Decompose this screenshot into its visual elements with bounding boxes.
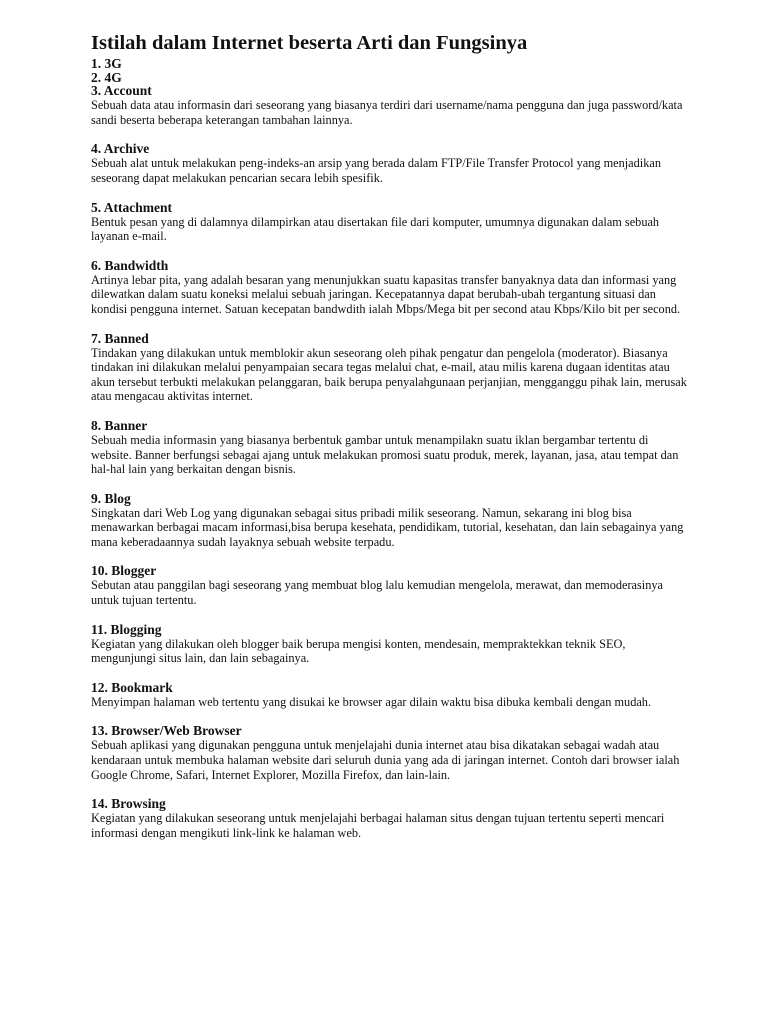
term-definition: Artinya lebar pita, yang adalah besaran yang menunjukkan suatu kapasitas transfer banyaknya data dan informasi yang dilewatkan dalam suatu koneksi melalui sebuah jaringan. Kecepatannya dapat berubah-ubah tergantung situasi dan kondisi pengguna internet. Satuan kecepatan bandwdith ialah Mbps/Mega bit per second atau Kbps/Kilo bit per second. xyxy=(91,272,681,316)
term-definition: Bentuk pesan yang di dalamnya dilampirkan atau disertakan file dari komputer, umumnya digunakan dalam sebuah layanan e-mail. xyxy=(91,214,660,244)
term-entry-banned xyxy=(91,332,691,404)
term-heading: 5. Attachment xyxy=(91,199,172,215)
term-heading: 7. Banned xyxy=(91,330,149,346)
term-entry-banner xyxy=(91,419,691,477)
term-entry-bookmark xyxy=(91,681,691,710)
term-definition: Tindakan yang dilakukan untuk memblokir akun seseorang oleh pihak pengatur dan pengelola (moderator). Biasanya tindakan ini dilakukan melalui penyampaian secara tegas melalui chat, e-mail, atau milis karena dugaan identitas atau akun tersebut terbukti melakukan pelanggaran, baik berupa penyalahgunaan perjanjian, mengganggu pihak lain, merusak atau mengacau aktivitas internet. xyxy=(91,345,687,404)
term-entry-bandwidth xyxy=(91,259,691,317)
term-entry-blog xyxy=(91,492,691,550)
term-entry-attachment xyxy=(91,201,691,244)
document-title: Istilah dalam Internet beserta Arti dan Fungsinya xyxy=(91,32,528,54)
term-definition: Menyimpan halaman web tertentu yang disukai ke browser agar dilain waktu bisa dibuka kembali dengan mudah. xyxy=(91,694,652,709)
term-definition: Kegiatan yang dilakukan oleh blogger baik berupa mengisi konten, mendesain, mempraktekkan teknik SEO, mengunjungi situs lain, dan lain sebagainya. xyxy=(91,636,626,666)
term-definition: Sebuah aplikasi yang digunakan pengguna untuk menjelajahi dunia internet atau bisa dikatakan sebagai wadah atau kendaraan untuk membuka halaman website dari seluruh dunia yang ada di jaringan internet. Contoh dari browser ialah Google Chrome, Safari, Internet Explorer, Mozilla Firefox, dan lain-lain. xyxy=(91,738,680,782)
term-definition: Kegiatan yang dilakukan seseorang untuk menjelajahi berbagai halaman situs dengan tujuan tertentu seperti mencari informasi dengan mengikuti link-link ke halaman web. xyxy=(91,811,665,840)
term-heading: 12. Bookmark xyxy=(91,679,173,695)
term-entry-browser xyxy=(91,724,691,782)
term-heading: 13. Browser/Web Browser xyxy=(91,723,242,739)
term-definition: Sebuah data atau informasin dari seseorang yang biasanya terdiri dari username/nama pengguna dan juga password/kata sandi beserta beberapa keterangan tambahan lainnya. xyxy=(91,98,683,127)
term-entry-account xyxy=(91,84,691,127)
term-definition: Sebuah media informasin yang biasanya berbentuk gambar untuk menampilakn suatu iklan bergambar tertentu di website. Banner berfungsi sebagai ajang untuk melakukan promosi suatu produk, merek, layanan, jasa, atau tempat dan hal-hal lain yang berkaitan dengan bisnis. xyxy=(91,432,679,477)
term-heading: 8. Banner xyxy=(91,417,148,433)
document-page xyxy=(91,30,691,840)
term-heading-4g: 2. 4G xyxy=(91,69,122,85)
term-entry-blogger xyxy=(91,564,691,607)
term-heading: 11. Blogging xyxy=(91,621,162,637)
term-entry-browsing xyxy=(91,797,691,840)
term-heading: 3. Account xyxy=(91,83,152,99)
term-heading: 14. Browsing xyxy=(91,796,166,812)
term-entry-archive xyxy=(91,142,691,185)
term-definition: Sebuah alat untuk melakukan peng-indeks-an arsip yang berada dalam FTP/File Transfer Protocol yang menjadikan seseorang dapat melakukan pencarian secara lebih spesifik. xyxy=(91,156,661,185)
term-heading: 10. Blogger xyxy=(91,563,157,579)
term-definition: Singkatan dari Web Log yang digunakan sebagai situs pribadi milik seseorang. Namun, sekarang ini blog bisa menawarkan berbagai macam informasi,bisa berupa kesehata, pendidikam, tutorial, kesehatan, dan lain sebagainya yang mana keberadaannya sudah layaknya sebuah website terpadu. xyxy=(91,505,684,549)
term-entry-blogging xyxy=(91,623,691,666)
term-heading: 4. Archive xyxy=(91,141,150,157)
term-heading: 9. Blog xyxy=(91,490,131,506)
term-heading-3g: 1. 3G xyxy=(91,56,122,71)
term-definition: Sebutan atau panggilan bagi seseorang yang membuat blog lalu kemudian mengelola, merawat, dan memoderasinya untuk tujuan tertentu. xyxy=(91,578,663,608)
term-heading: 6. Bandwidth xyxy=(91,257,169,273)
